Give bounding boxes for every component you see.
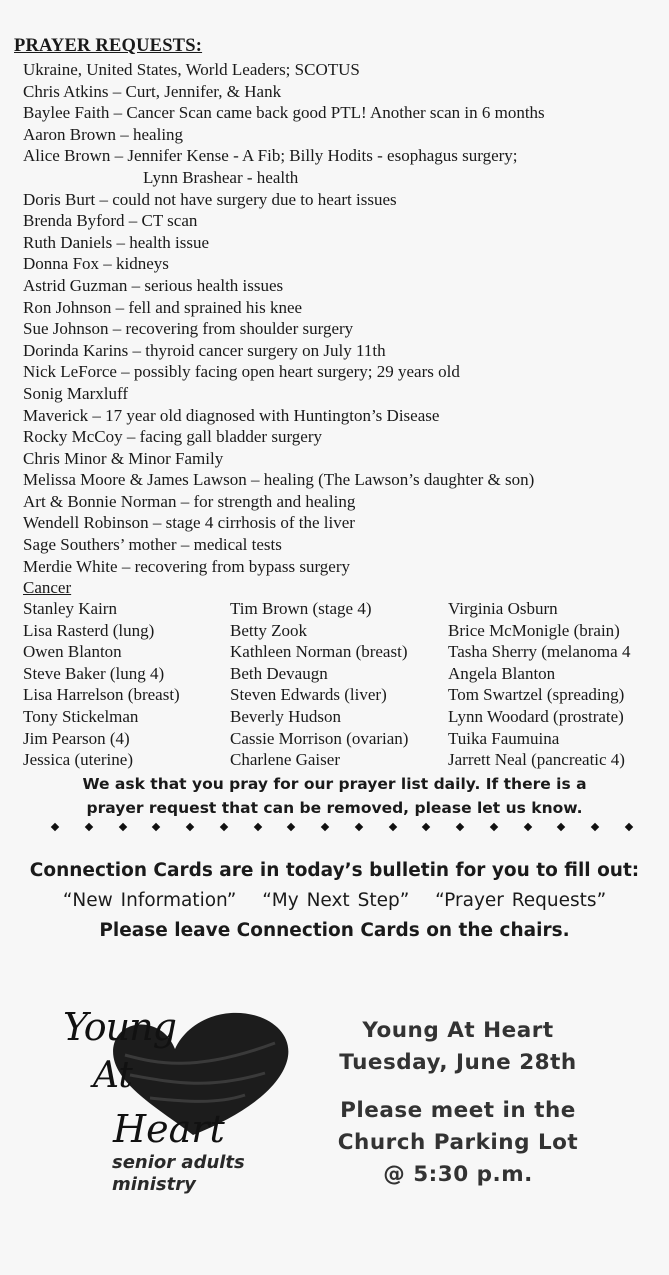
- diamond-bullet-icon: [456, 823, 464, 831]
- cancer-list-item: Betty Zook: [230, 620, 307, 640]
- cancer-list-item: Kathleen Norman (breast): [230, 642, 408, 662]
- cancer-list-item: Jarrett Neal (pancreatic 4): [448, 750, 625, 770]
- request-item: Wendell Robinson – stage 4 cirrhosis of the liver: [23, 513, 355, 533]
- cancer-list-item: Lisa Harrelson (breast): [23, 685, 180, 705]
- cancer-list-item: Owen Blanton: [23, 642, 122, 662]
- event-time: @ 5:30 p.m.: [383, 1162, 533, 1187]
- prayer-requests-heading: PRAYER REQUESTS:: [14, 36, 203, 56]
- event-announcement: [318, 1015, 598, 1191]
- diamond-bullet-icon: [186, 823, 194, 831]
- cancer-list-item: Tony Stickelman: [23, 706, 139, 726]
- request-item: Melissa Moore & James Lawson – healing (The Lawson’s daughter & son): [23, 470, 535, 490]
- event-location-line: Please meet in the: [340, 1098, 576, 1123]
- request-item: Sage Southers’ mother – medical tests: [23, 535, 282, 555]
- cancer-list-item: Angela Blanton: [448, 663, 556, 683]
- request-item: Nick LeForce – possibly facing open heart surgery; 29 years old: [23, 362, 460, 382]
- cancer-list-item: Stanley Kairn: [23, 599, 117, 618]
- request-item: Sonig Marxluff: [23, 383, 128, 403]
- logo-word-heart: Heart: [113, 1107, 225, 1151]
- cancer-list-item: Charlene Gaiser: [230, 750, 340, 770]
- cancer-list-item: Tom Swartzel (spreading): [448, 685, 625, 705]
- connection-card-options: [0, 886, 669, 916]
- connection-option: “My Next Step”: [262, 890, 410, 911]
- request-item: Astrid Guzman – serious health issues: [23, 275, 284, 295]
- cancer-list-item: Tim Brown (stage 4): [230, 599, 372, 618]
- request-item: Maverick – 17 year old diagnosed with Huntington’s Disease: [23, 405, 440, 425]
- cancer-list-item: Virginia Osburn: [448, 599, 558, 618]
- cancer-list-item: Jessica (uterine): [23, 750, 133, 770]
- connection-option: “Prayer Requests”: [435, 890, 607, 911]
- request-item: Merdie White – recovering from bypass surgery: [23, 556, 351, 576]
- request-item: Doris Burt – could not have surgery due to heart issues: [23, 189, 397, 209]
- request-item: Chris Minor & Minor Family: [23, 448, 224, 468]
- cancer-list-item: Brice McMonigle (brain): [448, 620, 620, 640]
- cancer-list-column-2: [230, 598, 408, 771]
- pray-daily-note: [0, 772, 669, 820]
- cancer-list-item: Lisa Rasterd (lung): [23, 620, 155, 640]
- request-item: Sue Johnson – recovering from shoulder surgery: [23, 319, 354, 339]
- request-item: Ruth Daniels – health issue: [23, 232, 210, 252]
- diamond-bullet-icon: [287, 823, 295, 831]
- diamond-bullet-icon: [51, 823, 59, 831]
- connection-cards-notice: [0, 856, 669, 946]
- cancer-list-item: Tasha Sherry (melanoma 4: [448, 642, 631, 662]
- request-item: Alice Brown – Jennifer Kense - A Fib; Billy Hodits - esophagus surgery;: [23, 146, 518, 166]
- cancer-list-item: Steven Edwards (liver): [230, 685, 387, 705]
- request-item: Baylee Faith – Cancer Scan came back good PTL! Another scan in 6 months: [23, 103, 545, 123]
- connection-option: “New Information”: [62, 890, 237, 911]
- cancer-list-item: Beverly Hudson: [230, 706, 341, 726]
- logo-word-at: At: [93, 1055, 133, 1096]
- logo-word-young: Young: [63, 1005, 176, 1049]
- request-item: Aaron Brown – healing: [23, 124, 184, 144]
- request-item: Rocky McCoy – facing gall bladder surgery: [23, 427, 323, 447]
- diamond-bullet-icon: [152, 823, 160, 831]
- request-item: Ukraine, United States, World Leaders; SCOTUS: [23, 60, 360, 79]
- cancer-list-item: Cassie Morrison (ovarian): [230, 728, 409, 748]
- diamond-bullet-icon: [321, 823, 329, 831]
- request-item: Dorinda Karins – thyroid cancer surgery on July 11th: [23, 340, 386, 360]
- connection-cards-instruction: Please leave Connection Cards on the chairs.: [99, 920, 570, 941]
- pray-note-line: We ask that you pray for our prayer list daily. If there is a: [82, 775, 587, 793]
- diamond-divider: [52, 824, 632, 830]
- pray-note-line: prayer request that can be removed, please let us know.: [86, 799, 583, 817]
- cancer-section-label: Cancer: [23, 578, 72, 598]
- diamond-bullet-icon: [557, 823, 565, 831]
- logo-tagline-line: senior adults: [112, 1152, 245, 1173]
- cancer-list-item: Beth Devaugn: [230, 663, 328, 683]
- diamond-bullet-icon: [490, 823, 498, 831]
- connection-cards-title: Connection Cards are in today’s bulletin for you to fill out:: [29, 860, 640, 881]
- diamond-bullet-icon: [355, 823, 363, 831]
- request-item: Art & Bonnie Norman – for strength and healing: [23, 491, 356, 511]
- diamond-bullet-icon: [253, 823, 261, 831]
- cancer-list-item: Steve Baker (lung 4): [23, 663, 165, 683]
- request-item: Ron Johnson – fell and sprained his knee: [23, 297, 303, 317]
- event-location-line: Church Parking Lot: [337, 1130, 579, 1155]
- logo-tagline-line: ministry: [112, 1174, 196, 1195]
- diamond-bullet-icon: [118, 823, 126, 831]
- diamond-bullet-icon: [388, 823, 396, 831]
- cancer-list-item: Tuika Faumuina: [448, 728, 560, 748]
- diamond-bullet-icon: [523, 823, 531, 831]
- event-name: Young At Heart: [362, 1018, 554, 1043]
- diamond-bullet-icon: [625, 823, 633, 831]
- cancer-list-column-3: [448, 598, 669, 771]
- event-date: Tuesday, June 28th: [339, 1050, 577, 1075]
- request-item: Donna Fox – kidneys: [23, 254, 169, 274]
- request-item-continuation: Lynn Brashear - health: [143, 167, 299, 187]
- diamond-bullet-icon: [85, 823, 93, 831]
- logo-tagline: [112, 1152, 245, 1196]
- cancer-list-item: Jim Pearson (4): [23, 728, 130, 748]
- diamond-bullet-icon: [591, 823, 599, 831]
- diamond-bullet-icon: [220, 823, 228, 831]
- request-item: Chris Atkins – Curt, Jennifer, & Hank: [23, 81, 282, 101]
- cancer-list-column-1: [23, 598, 180, 771]
- prayer-request-list: [23, 59, 545, 599]
- cancer-list-item: Lynn Woodard (prostrate): [448, 706, 624, 726]
- diamond-bullet-icon: [422, 823, 430, 831]
- request-item: Brenda Byford – CT scan: [23, 211, 198, 231]
